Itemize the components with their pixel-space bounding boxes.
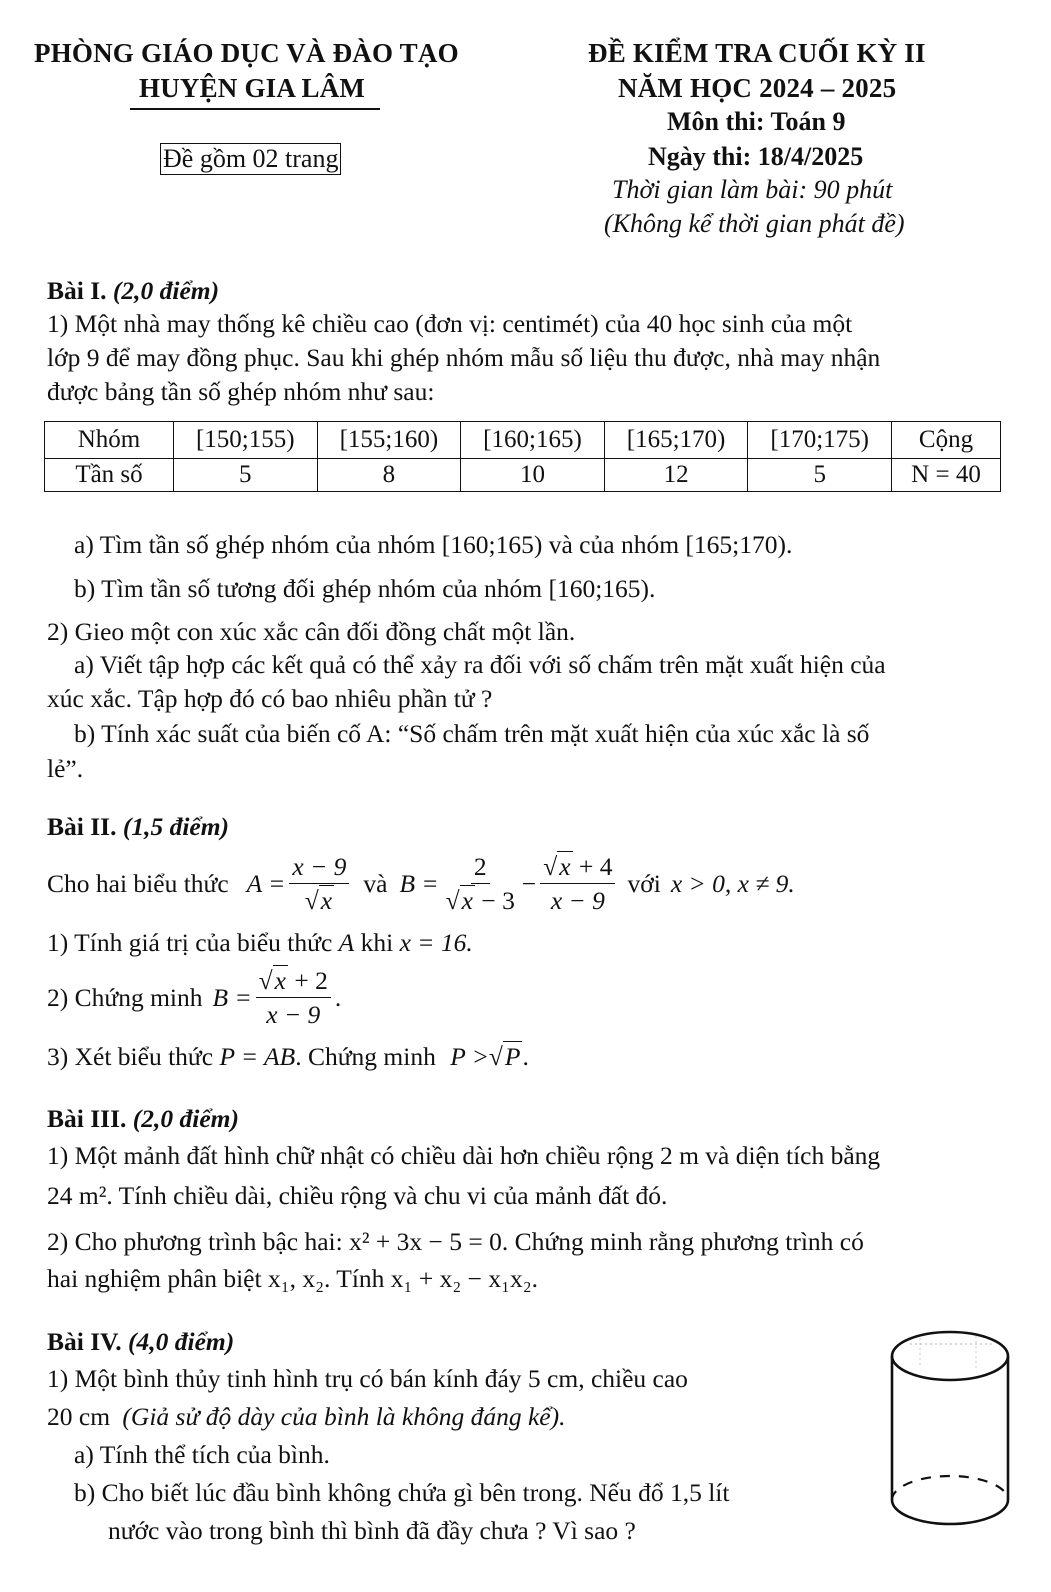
bai4-heading xyxy=(47,1327,234,1357)
bai1-points: (2,0 điểm) xyxy=(112,276,220,305)
expr-a-numerator: x − 9 xyxy=(289,852,349,884)
bai2-q2-radicand: x xyxy=(274,966,286,995)
bai1-q2b-line2: lẻ”. xyxy=(47,754,84,783)
expr-b-f1-radicand: x xyxy=(461,886,473,916)
expr-a-lhs: A = xyxy=(246,868,286,898)
page-count-text: Đề gồm 02 trang xyxy=(163,144,339,173)
bai2-q2-text: 2) Chứng minh xyxy=(47,982,203,1012)
bai2-expressions xyxy=(47,852,795,916)
exam-title: ĐỀ KIỂM TRA CUỐI KỲ II xyxy=(588,38,926,68)
bai1-q2a-line1: a) Viết tập hợp các kết quả có thể xảy ra đối với số chấm trên mặt xuất hiện của xyxy=(74,650,886,679)
bai4-points: (4,0 điểm) xyxy=(128,1327,235,1356)
bai4-height: 20 cm xyxy=(47,1402,111,1431)
bai2-q3-expr: P = AB xyxy=(219,1042,296,1071)
exam-subject: Môn thi: Toán 9 xyxy=(667,107,846,136)
bai4-p1-line2 xyxy=(47,1402,565,1432)
expr-a-fraction: $\frac{x - 9}{√x}$ xyxy=(289,852,349,916)
bai4-qa: a) Tính thể tích của bình. xyxy=(74,1440,330,1469)
bai3-points: (2,0 điểm) xyxy=(132,1104,239,1133)
header-underline xyxy=(130,108,380,110)
bai4-p1-line1: 1) Một bình thủy tinh hình trụ có bán kính đáy 5 cm, chiều cao xyxy=(47,1364,688,1393)
bai3-heading xyxy=(47,1104,239,1134)
table-cell: [170;175) xyxy=(748,422,892,459)
table-row xyxy=(45,459,1001,492)
table-cell: [150;155) xyxy=(174,422,318,459)
bai2-q2-lhs: B = xyxy=(212,982,252,1012)
expr-b-f2-num-rest: + 4 xyxy=(572,852,613,881)
bai2-condition: x > 0, x ≠ 9. xyxy=(670,868,795,898)
bai2-q1-var: A xyxy=(338,928,355,957)
bai2-q2: 2) Chứng minh B = $\frac{√x + 2}{x - 9}$ . xyxy=(47,966,342,1030)
bai2-points: (1,5 điểm) xyxy=(122,812,230,841)
bai3-p1-line2: 24 m². Tính chiều dài, chiều rộng và chu vi của mảnh đất đó. xyxy=(47,1181,668,1210)
table-cell: 5 xyxy=(748,459,892,492)
bai4-qb-line1: b) Cho biết lúc đầu bình không chứa gì bên trong. Nếu đổ 1,5 lít xyxy=(74,1478,730,1507)
bai4-title: Bài IV. xyxy=(47,1327,122,1356)
table-cell: 12 xyxy=(604,459,748,492)
district-title: HUYỆN GIA LÂM xyxy=(139,73,366,103)
bai2-q1-value: x = 16. xyxy=(399,928,473,957)
bai1-q2b-line1: b) Tính xác suất của biến cố A: “Số chấm trên mặt xuất hiện của xúc xắc là số xyxy=(74,719,870,748)
bai2-q1-when: khi xyxy=(360,928,394,957)
frequency-table xyxy=(44,421,1001,492)
table-cell: Cộng xyxy=(892,422,1001,459)
expr-b-fraction1: $\frac{2}{√x - 3}$ xyxy=(445,852,515,916)
bai4-assumption: (Giả sử độ dày của bình là không đáng kể). xyxy=(122,1402,566,1431)
bai2-q2-num-rest: + 2 xyxy=(288,966,328,995)
bai1-q1a: a) Tìm tần số ghép nhóm của nhóm [160;165) và của nhóm [165;170). xyxy=(74,530,793,559)
bai2-title: Bài II. xyxy=(47,812,117,841)
bai2-q3-text: 3) Xét biểu thức xyxy=(47,1042,214,1071)
expr-a-denominator: x xyxy=(320,886,333,916)
expr-b-f1-den-rest: − 3 xyxy=(474,886,515,916)
bai1-q2a-line2: xúc xắc. Tập hợp đó có bao nhiêu phần tử ? xyxy=(47,684,493,713)
expr-b-minus: − xyxy=(521,868,537,898)
table-cell: [155;160) xyxy=(317,422,461,459)
table-cell: N = 40 xyxy=(892,459,1001,492)
exam-note: (Không kể thời gian phát đề) xyxy=(604,209,905,238)
bai1-p1-line2: lớp 9 để may đồng phục. Sau khi ghép nhóm mẫu số liệu thu được, nhà may nhận xyxy=(47,343,881,372)
bai3-p1-line1: 1) Một mảnh đất hình chữ nhật có chiều dài hơn chiều rộng 2 m và diện tích bằng xyxy=(47,1141,881,1170)
bai2-q3: 3) Xét biểu thức P = AB. Chứng minh P >√P. xyxy=(47,1042,529,1071)
expr-b-lhs: B = xyxy=(399,868,439,898)
bai1-q1b: b) Tìm tần số tương đối ghép nhóm của nhóm [160;165). xyxy=(74,574,656,603)
expr-b-fraction2: $\frac{√x + 4}{x - 9}$ xyxy=(540,852,615,916)
exam-duration: Thời gian làm bài: 90 phút xyxy=(612,175,893,204)
exam-date: Ngày thi: 18/4/2025 xyxy=(648,142,864,171)
bai4-qb-line2: nước vào trong bình thì bình đã đầy chưa ? Vì sao ? xyxy=(108,1516,636,1545)
expr-b-f2-radicand: x xyxy=(559,852,571,881)
bai2-q3-ineq: P > xyxy=(450,1042,489,1071)
school-year: NĂM HỌC 2024 – 2025 xyxy=(618,73,897,103)
bai1-p1-line3: được bảng tần số ghép nhóm như sau: xyxy=(47,377,435,406)
bai1-heading xyxy=(47,276,219,306)
table-cell: Nhóm xyxy=(45,422,174,459)
bai2-q1 xyxy=(47,928,473,958)
table-row xyxy=(45,422,1001,459)
bai2-q2-denominator: x − 9 xyxy=(266,1000,321,1030)
bai3-title: Bài III. xyxy=(47,1104,127,1133)
page-count-box xyxy=(160,143,341,175)
cylinder-figure xyxy=(880,1318,1020,1578)
bai1-p2: 2) Gieo một con xúc xắc cân đối đồng chất một lần. xyxy=(47,617,576,646)
expr-b-f1-numerator: 2 xyxy=(471,852,490,884)
table-cell: 5 xyxy=(174,459,318,492)
bai2-q3-mid: . Chứng minh xyxy=(295,1042,436,1071)
bai3-p2-line1: 2) Cho phương trình bậc hai: x² + 3x − 5 = 0. Chứng minh rằng phương trình có xyxy=(47,1227,864,1256)
bai1-p1-line1: 1) Một nhà may thống kê chiều cao (đơn vị: centimét) của 40 học sinh của một xyxy=(47,309,853,338)
bai2-q3-radicand: P xyxy=(504,1042,521,1071)
table-cell: 10 xyxy=(461,459,605,492)
bai2-cond-word: với xyxy=(627,868,661,898)
table-cell: [165;170) xyxy=(604,422,748,459)
bai3-p2-line2: hai nghiệm phân biệt x₁, x₂. Tính x₁ + x₂ − x₁x₂. xyxy=(47,1264,538,1293)
table-cell: 8 xyxy=(317,459,461,492)
expr-b-f2-denominator: x − 9 xyxy=(550,886,605,916)
bai1-title: Bài I. xyxy=(47,276,107,305)
bai2-q1-text: 1) Tính giá trị của biểu thức xyxy=(47,928,333,957)
bai2-intro: Cho hai biểu thức xyxy=(47,868,229,898)
bai2-and: và xyxy=(363,868,388,898)
bai2-heading xyxy=(47,812,229,842)
table-cell: [160;165) xyxy=(461,422,605,459)
bai2-q2-fraction: $\frac{√x + 2}{x - 9}$ xyxy=(256,966,331,1030)
department-title: PHÒNG GIÁO DỤC VÀ ĐÀO TẠO xyxy=(34,38,459,68)
table-cell: Tần số xyxy=(45,459,174,492)
